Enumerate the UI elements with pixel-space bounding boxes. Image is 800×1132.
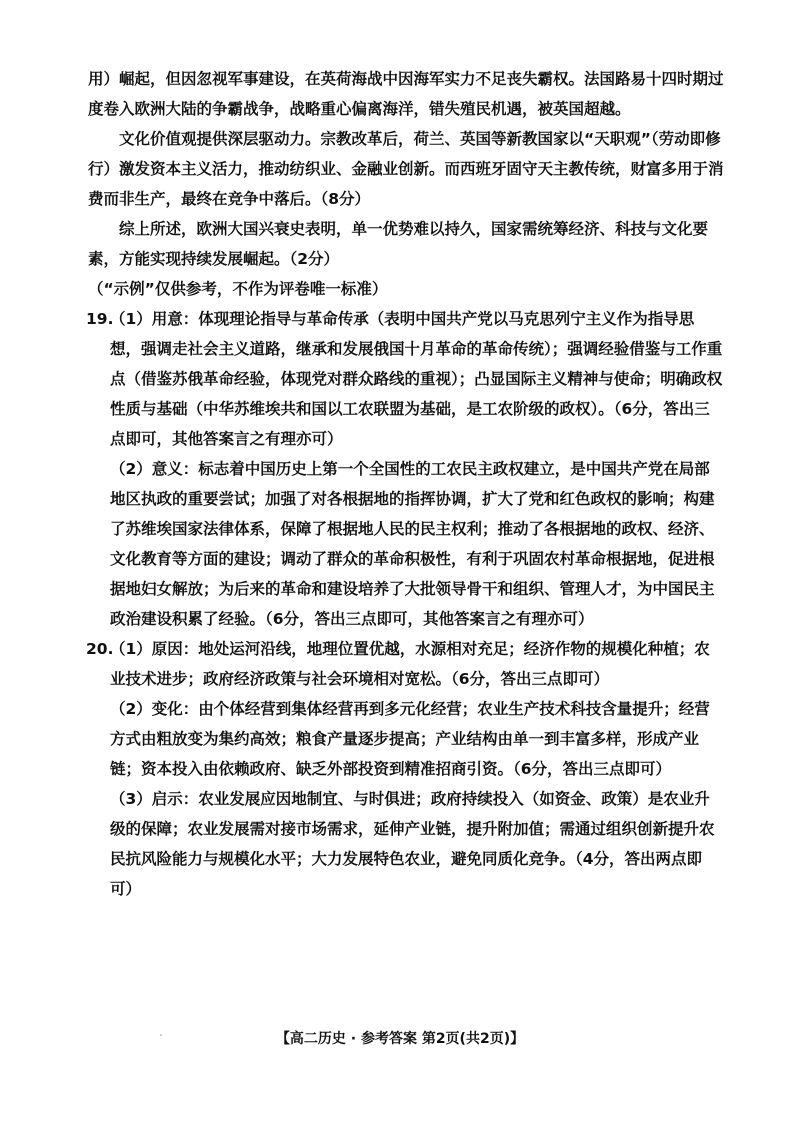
question-20 [88,634,724,904]
page-footer: 【高二历史 · 参考答案 第2页(共2页)】 [275,1031,525,1047]
scoring-note: （“示例”仅供参考，不作为评卷唯一标准） [88,280,388,298]
answer-part-2: （2）变化：由个体经营到集体经营再到多元化经营；农业生产技术科技含量提升；经营方式由粗放变为集约高效；粮食产量逐步提高；产业结构由单一到丰富多样，形成产业链；资本投入由依赖政府、缺乏外部投资到精准招商引资。（6分，答出三点即可） [110,700,710,778]
essay-paragraph-culture: 文化价值观提供深层驱动力。宗教改革后，荷兰、英国等新教国家以“天职观”（劳动即修行）激发资本主义活力，推动纺织业、金融业创新。而西班牙固守天主教传统，财富多用于消费而非生产，最终在竞争中落后。（8分） [88,130,724,208]
essay-paragraph-conclusion: 综上所述，欧洲大国兴衰史表明，单一优势难以持久，国家需统筹经济、科技与文化要素，方能实现持续发展崛起。（2分） [88,220,709,268]
question-number: 20. [86,640,114,658]
answer-content [88,64,724,904]
answer-part-2: （2）意义：标志着中国历史上第一个全国性的工农民主政权建立，是中国共产党在局部地区执政的重要尝试；加强了对各根据地的指挥协调，扩大了党和红色政权的影响；构建了苏维埃国家法律体系，保障了根据地人民的民主权利；推动了各根据地的政权、经济、文化教育等方面的建设；调动了群众的革命积极性，有利于巩固农村革命根据地，促进根据地妇女解放；为后来的革命和建设培养了大批领导骨干和组织、管理人才，为中国民主政治建设积累了经验。（6分，答出三点即可，其他答案言之有理亦可） [110,460,715,628]
answer-part-3: （3）启示：农业发展应因地制宜、与时俱进；政府持续投入（如资金、政策）是农业升级的保障；农业发展需对接市场需求，延伸产业链，提升附加值；需通过组织创新提升农民抗风险能力与规模化水平；大力发展特色农业，避免同质化竞争。（4分，答出两点即可） [110,790,715,898]
question-number: 19. [86,310,114,328]
answer-part-1: （1）用意：体现理论指导与革命传承（表明中国共产党以马克思列宁主义作为指导思想，强调走社会主义道路，继承和发展俄国十月革命的革命传统）；强调经验借鉴与工作重点（借鉴苏俄革命经验，体现党对群众路线的重视）；凸显国际主义精神与使命；明确政权性质与基础（中华苏维埃共和国以工农联盟为基础，是工农阶级的政权）。（6分，答出三点即可，其他答案言之有理亦可） [110,310,723,448]
question-19 [88,304,724,634]
answer-part-1: （1）原因：地处运河沿线，地理位置优越，水源相对充足；经济作物的规模化种植；农业技术进步；政府经济政策与社会环境相对宽松。（6分，答出三点即可） [110,640,710,688]
essay-paragraph-continuation: 用）崛起，但因忽视军事建设，在英荷海战中因海军实力不足丧失霸权。法国路易十四时期过度卷入欧洲大陆的争霸战争，战略重心偏离海洋，错失殖民机遇，被英国超越。 [88,70,724,118]
